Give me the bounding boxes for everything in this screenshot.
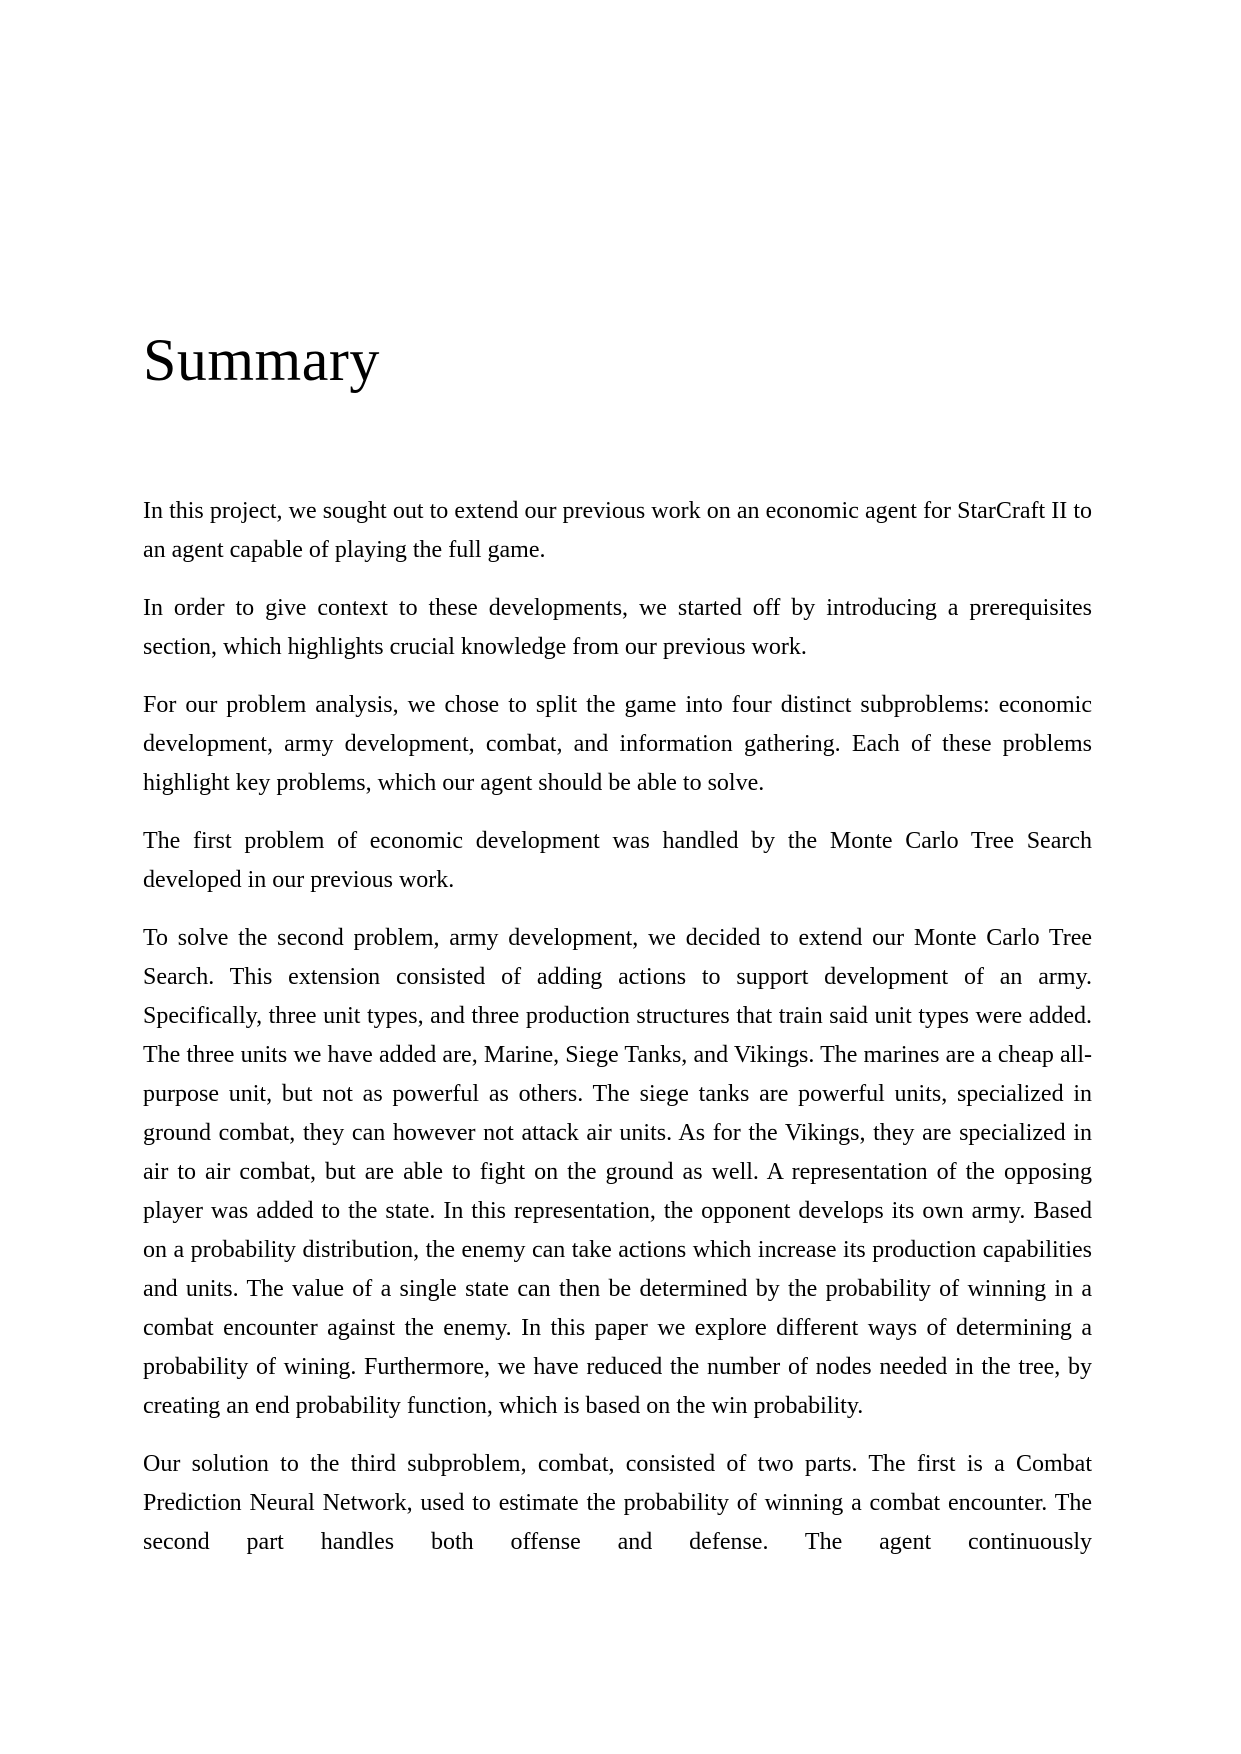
paragraph: Our solution to the third subproblem, combat, consisted of two parts. The first is a Combat Prediction Neural Network, used to estimate the probability of winning a combat encounter. The second part handles both offense and defense. The agent continuously <box>143 1451 1092 1555</box>
chapter-title: Summary <box>143 327 380 393</box>
paragraph: The first problem of economic development was handled by the Monte Carlo Tree Search developed in our previous work. <box>143 828 1092 893</box>
paragraph: To solve the second problem, army development, we decided to extend our Monte Carlo Tree Search. This extension consisted of adding actions to support development of an army. Specifically, three unit types, and three production structures that train said unit types were added. The three units we have added are, Marine, Siege Tanks, and Vikings. The marines are a cheap all-purpose unit, but not as powerful as others. The siege tanks are powerful units, specialized in ground combat, they can however not attack air units. As for the Vikings, they are specialized in air to air combat, but are able to fight on the ground as well. A representation of the opposing player was added to the state. In this representation, the opponent develops its own army. Based on a probability distribution, the enemy can take actions which increase its production capabilities and units. The value of a single state can then be determined by the probability of winning in a combat encounter against the enemy. In this paper we explore different ways of determining a probability of wining. Furthermore, we have reduced the number of nodes needed in the tree, by creating an end probability function, which is based on the win probability. <box>143 925 1092 1419</box>
paragraph: In this project, we sought out to extend our previous work on an economic agent for StarCraft II to an agent capable of playing the full game. <box>143 498 1092 563</box>
paragraph-container <box>143 492 1092 1562</box>
text-block <box>143 0 1092 1562</box>
paragraph: For our problem analysis, we chose to split the game into four distinct subproblems: economic development, army development, combat, and information gathering. Each of these problems highlight key problems, which our agent should be able to solve. <box>143 692 1092 796</box>
paragraph: In order to give context to these developments, we started off by introducing a prerequisites section, which highlights crucial knowledge from our previous work. <box>143 595 1092 660</box>
